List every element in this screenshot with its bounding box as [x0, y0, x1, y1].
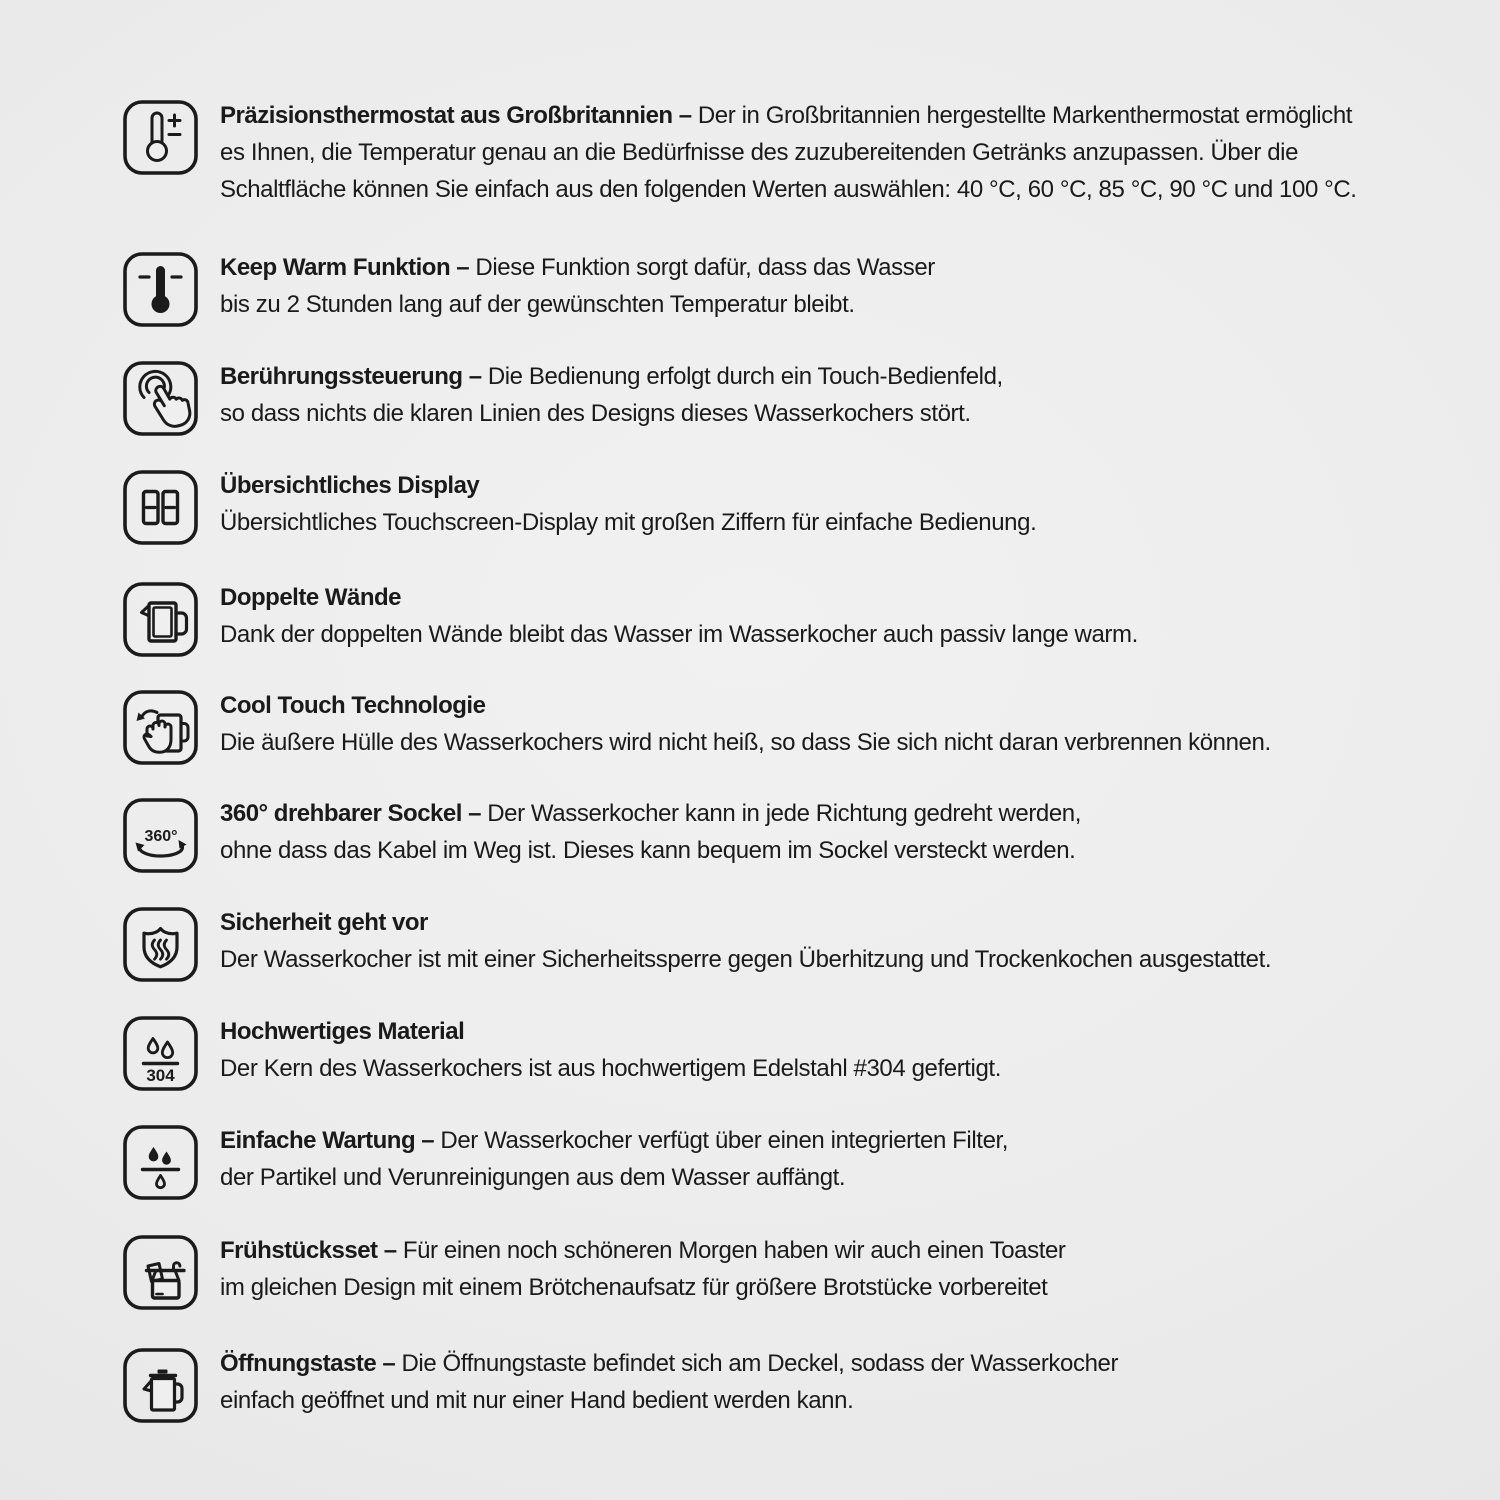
feature-title: Einfache Wartung –: [220, 1127, 435, 1154]
steel-grade-label: 304: [146, 1066, 175, 1085]
feature-title: Keep Warm Funktion –: [220, 254, 470, 281]
steel-304-drops-icon: [123, 1016, 198, 1091]
feature-description-line: Der Kern des Wasserkochers ist aus hochwertigem Edelstahl #304 gefertigt.: [220, 1055, 1001, 1082]
feature-description-line: Schaltfläche können Sie einfach aus den folgenden Werten auswählen: 40 °C, 60 °C, 85 °C, 90 °C und 100 °C.: [220, 176, 1357, 203]
feature-title: 360° drehbarer Sockel –: [220, 800, 481, 827]
feature-description-line: einfach geöffnet und mit nur einer Hand bedient werden kann.: [220, 1387, 854, 1414]
feature-description-line: Dank der doppelten Wände bleibt das Wasser im Wasserkocher auch passiv lange warm.: [220, 621, 1138, 648]
feature-title-continuation: Diese Funktion sorgt dafür, dass das Wasser: [469, 254, 935, 281]
feature-title-continuation: Der Wasserkocher kann in jede Richtung gedreht werden,: [480, 800, 1082, 827]
feature-text: [220, 795, 1081, 869]
rotate-360-label: 360°: [144, 828, 178, 845]
feature-description-line: es Ihnen, die Temperatur genau an die Bedürfnisse des zuzubereitenden Getränks anzupassen. Über die: [220, 139, 1299, 166]
water-filter-drops-icon: [123, 1125, 198, 1200]
hand-touch-kettle-icon: [123, 690, 198, 765]
digital-display-88-icon: [123, 470, 198, 545]
feature-description-line: der Partikel und Verunreinigungen aus dem Wasser auffängt.: [220, 1164, 846, 1191]
feature-description-line: so dass nichts die klaren Linien des Designs dieses Wasserkochers stört.: [220, 400, 971, 427]
feature-text: [220, 1013, 1001, 1087]
feature-title: Sicherheit geht vor: [220, 909, 428, 936]
feature-text: [220, 249, 935, 323]
feature-title-continuation: Die Bedienung erfolgt durch ein Touch-Bedienfeld,: [481, 363, 1003, 390]
feature-title-continuation: Die Öffnungstaste befindet sich am Deckel, sodass der Wasserkocher: [395, 1350, 1119, 1377]
feature-title-continuation: Der Wasserkocher verfügt über einen integrierten Filter,: [434, 1127, 1009, 1154]
feature-text: [220, 1345, 1118, 1419]
feature-title: Hochwertiges Material: [220, 1018, 465, 1045]
feature-text: [220, 687, 1271, 761]
feature-title-continuation: Der in Großbritannien hergestellte Markenthermostat ermöglicht: [691, 102, 1353, 129]
feature-description-line: bis zu 2 Stunden lang auf der gewünschten Temperatur bleibt.: [220, 291, 855, 318]
rotate-360-icon: [123, 798, 198, 873]
feature-text: [220, 467, 1036, 541]
feature-description-line: im gleichen Design mit einem Brötchenaufsatz für größere Brotstücke vorbereitet: [220, 1274, 1048, 1301]
thermometer-plus-minus-icon: [123, 100, 198, 175]
feature-title: Präzisionsthermostat aus Großbritannien –: [220, 102, 692, 129]
feature-text: [220, 97, 1357, 208]
heat-shield-icon: [123, 907, 198, 982]
feature-description-line: Der Wasserkocher ist mit einer Sicherheitssperre gegen Überhitzung und Trockenkochen ausgestattet.: [220, 946, 1272, 973]
kettle-lid-button-icon: [123, 1348, 198, 1423]
toaster-set-icon: [123, 1235, 198, 1310]
feature-text: [220, 1122, 1008, 1196]
feature-title: Doppelte Wände: [220, 584, 402, 611]
feature-title: Übersichtliches Display: [220, 472, 480, 499]
touch-gesture-icon: [123, 361, 198, 436]
feature-description-line: Die äußere Hülle des Wasserkochers wird nicht heiß, so dass Sie sich nicht daran verbrennen können.: [220, 729, 1271, 756]
feature-text: [220, 904, 1271, 978]
feature-title: Cool Touch Technologie: [220, 692, 486, 719]
feature-title: Öffnungstaste –: [220, 1350, 396, 1377]
feature-text: [220, 358, 1003, 432]
feature-description-line: ohne dass das Kabel im Weg ist. Dieses kann bequem im Sockel versteckt werden.: [220, 837, 1076, 864]
feature-text: [220, 579, 1138, 653]
thermometer-keep-warm-icon: [123, 252, 198, 327]
double-wall-kettle-icon: [123, 582, 198, 657]
feature-title: Frühstücksset –: [220, 1237, 397, 1264]
feature-description-line: Übersichtliches Touchscreen-Display mit großen Ziffern für einfache Bedienung.: [220, 509, 1037, 536]
feature-text: [220, 1232, 1066, 1306]
feature-title: Berührungssteuerung –: [220, 363, 482, 390]
feature-title-continuation: Für einen noch schöneren Morgen haben wir auch einen Toaster: [396, 1237, 1066, 1264]
